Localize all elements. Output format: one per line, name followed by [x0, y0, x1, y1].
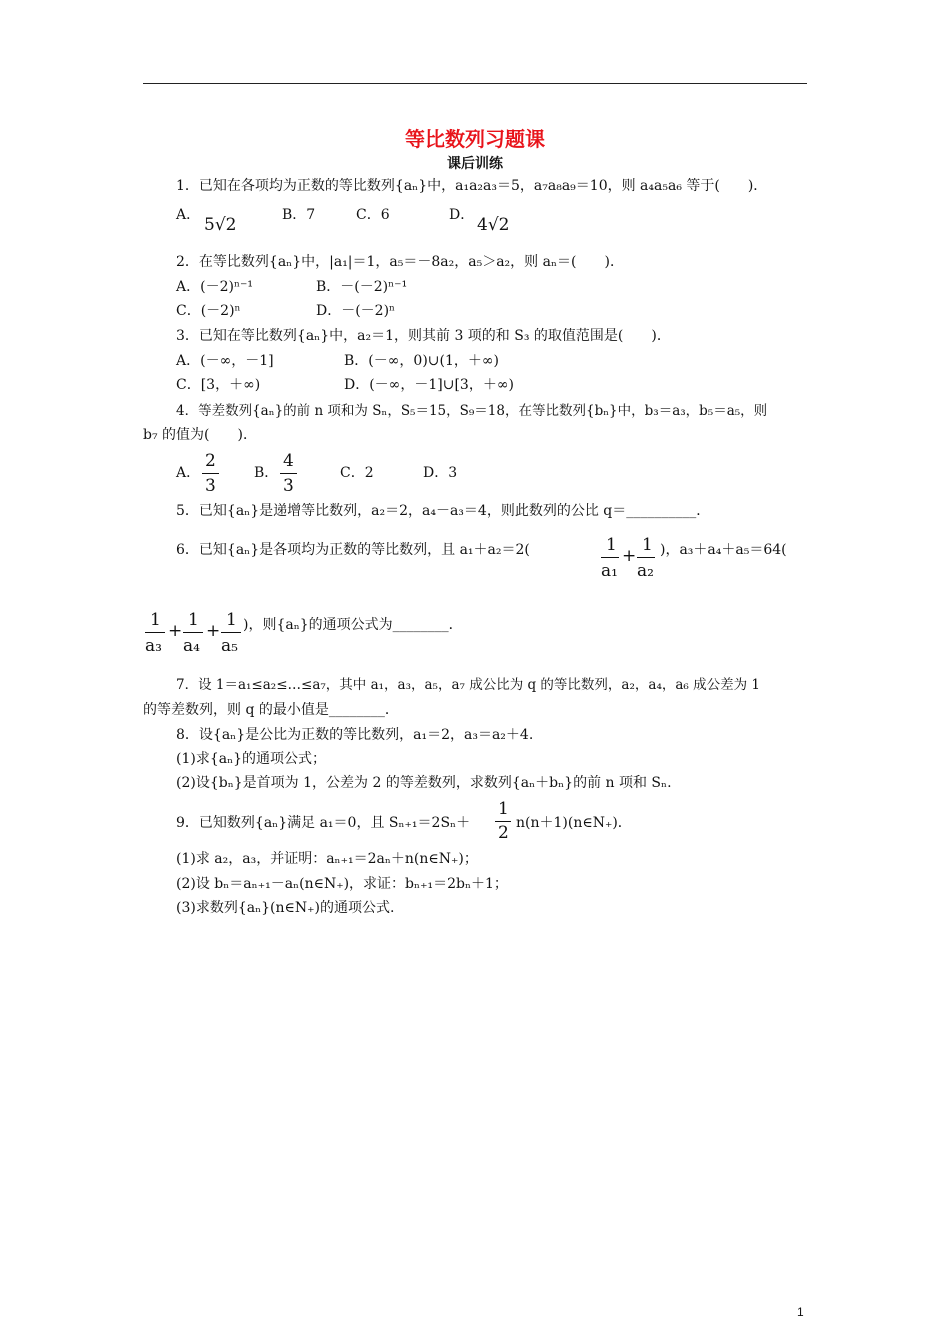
q1-option-b: B．7 [282, 207, 316, 223]
q6-part2: )，a₃＋a₄＋a₅＝64( [660, 542, 787, 558]
q4-option-b-denominator: 3 [283, 476, 294, 496]
q3-stem: 3．已知在等比数列{aₙ}中，a₂＝1，则其前 3 项的和 S₃ 的取值范围是( )． [176, 328, 671, 344]
q6-frac3-bar [145, 632, 165, 633]
header-rule [143, 83, 807, 84]
q6-frac2-bar [637, 557, 655, 558]
q2-option-c: C．(－2)ⁿ [176, 303, 241, 319]
q6-part3: )，则{aₙ}的通项公式为________． [243, 617, 463, 633]
q5-stem: 5．已知{aₙ}是递增等比数列，a₂＝2，a₄－a₃＝4，则此数列的公比 q＝__________． [176, 503, 711, 519]
q1-option-a-label: A． [176, 207, 201, 223]
q9-part3: (3)求数列{aₙ}(n∈N₊)的通项公式. [176, 900, 395, 916]
q6-frac2-numerator: 1 [642, 535, 653, 555]
page-subtitle: 课后训练 [447, 156, 503, 172]
q4-stem-line1: 4．等差数列{aₙ}的前 n 项和为 Sₙ，S₅＝15，S₉＝18，在等比数列{bₙ}中，b₃＝a₃，b₅＝a₅，则 [176, 403, 768, 419]
q6-frac4-bar [183, 632, 203, 633]
page-title: 等比数列习题课 [405, 127, 545, 151]
q8-part2: (2)设{bₙ}是首项为 1，公差为 2 的等差数列，求数列{aₙ＋bₙ}的前 n 项和 Sₙ. [176, 775, 672, 791]
q1-stem: 1．已知在各项均为正数的等比数列{aₙ}中，a₁a₂a₃＝5，a₇a₈a₉＝10，则 a₄a₅a₆ 等于( )． [176, 178, 768, 194]
q2-option-b: B．－(－2)ⁿ⁻¹ [316, 279, 408, 295]
q9-stem-a: 9．已知数列{aₙ}满足 a₁＝0，且 Sₙ₊₁＝2Sₙ＋ [176, 815, 471, 831]
q9-frac-denominator: 2 [498, 823, 509, 843]
q6-frac1-denominator: a₁ [601, 561, 618, 581]
q4-option-a-numerator: 2 [205, 451, 216, 471]
q7-line1: 7．设 1＝a₁≤a₂≤…≤a₇，其中 a₁，a₃，a₅，a₇ 成公比为 q 的等比数列，a₂，a₄，a₆ 成公差为 1 [176, 677, 760, 693]
q6-frac4-denominator: a₄ [183, 636, 200, 656]
q9-part1: (1)求 a₂，a₃，并证明：aₙ₊₁＝2aₙ＋n(n∈N₊)； [176, 851, 478, 867]
q6-frac5-numerator: 1 [226, 610, 237, 630]
q6-frac5-bar [221, 632, 241, 633]
page-number: 1 [797, 1305, 804, 1319]
q9-stem-b: n(n＋1)(n∈N₊)． [516, 815, 632, 831]
q4-stem-line2: b₇ 的值为( )． [143, 427, 257, 443]
q6-plus-1: + [622, 546, 637, 566]
q9-part2: (2)设 bₙ＝aₙ₊₁－aₙ(n∈N₊)，求证：bₙ₊₁＝2bₙ＋1； [176, 876, 508, 892]
q6-part1: 6．已知{aₙ}是各项均为正数的等比数列，且 a₁＋a₂＝2( [176, 542, 530, 558]
q1-option-d-value: 4√2 [477, 215, 510, 235]
q4-option-b-label: B． [254, 465, 279, 481]
q4-option-b-numerator: 4 [283, 451, 294, 471]
q6-frac1-bar [601, 557, 619, 558]
q3-option-c: C．[3，＋∞) [176, 377, 261, 393]
q2-option-a: A．(－2)ⁿ⁻¹ [176, 279, 253, 295]
q1-option-c: C．6 [356, 207, 390, 223]
q2-option-d: D．－(－2)ⁿ [316, 303, 396, 319]
q3-option-a: A．(－∞，－1] [176, 353, 274, 369]
q9-frac-numerator: 1 [498, 799, 509, 819]
q3-option-b: B．(－∞，0)∪(1，＋∞) [344, 353, 500, 369]
q4-option-a-fraction-bar [202, 473, 219, 474]
q4-option-b-fraction-bar [280, 473, 297, 474]
q6-frac2-denominator: a₂ [637, 561, 654, 581]
q6-frac3-denominator: a₃ [145, 636, 162, 656]
q8-part1: (1)求{aₙ}的通项公式； [176, 751, 327, 767]
q4-option-a-denominator: 3 [205, 476, 216, 496]
q6-frac1-numerator: 1 [606, 535, 617, 555]
q7-line2: 的等差数列，则 q 的最小值是________． [143, 702, 399, 718]
q6-frac3-numerator: 1 [150, 610, 161, 630]
q4-option-c: C．2 [340, 465, 374, 481]
q3-option-d: D．(－∞，－1]∪[3，＋∞) [344, 377, 514, 393]
q6-frac5-denominator: a₅ [221, 636, 238, 656]
q2-stem: 2．在等比数列{aₙ}中，|a₁|＝1，a₅＝－8a₂，a₅＞a₂，则 aₙ＝( )． [176, 254, 624, 270]
q4-option-d: D．3 [423, 465, 458, 481]
q8-stem: 8．设{aₙ}是公比为正数的等比数列，a₁＝2，a₃＝a₂＋4. [176, 727, 534, 743]
q4-option-a-label: A． [176, 465, 201, 481]
q6-plus-2: + [168, 621, 183, 641]
q9-frac-bar [495, 821, 511, 822]
q1-option-a-value: 5√2 [204, 215, 237, 235]
q6-plus-3: + [206, 621, 221, 641]
q6-frac4-numerator: 1 [188, 610, 199, 630]
q1-option-d-label: D． [449, 207, 475, 223]
